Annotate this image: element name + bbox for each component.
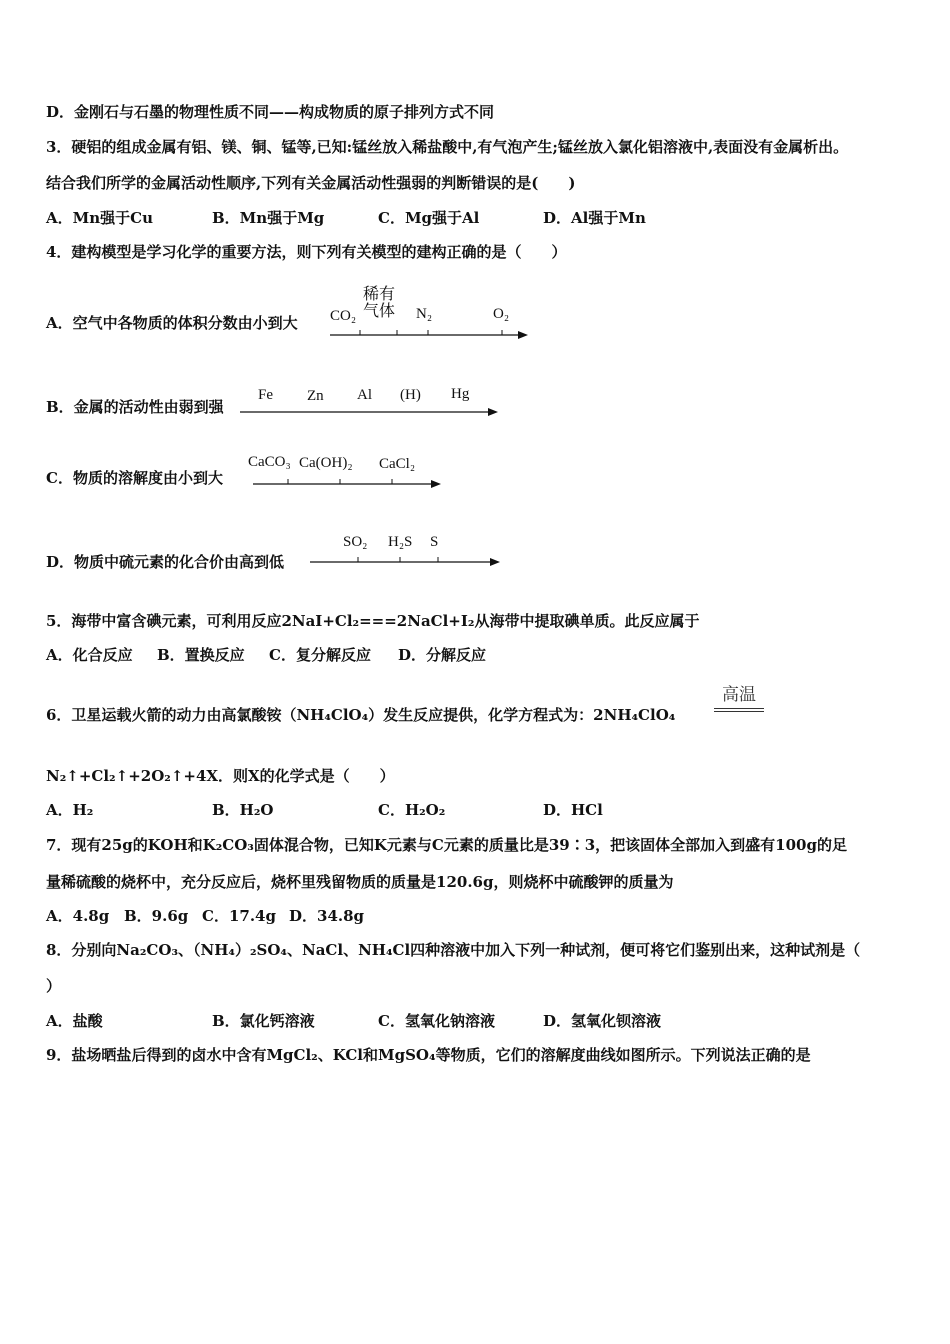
q7-option-a: A．4.8g [46, 907, 110, 925]
q8-option-b: B．氯化钙溶液 [212, 1012, 315, 1030]
q8-option-d: D．氢氧化钡溶液 [543, 1012, 662, 1030]
q3-option-d: D．Al强于Mn [543, 209, 646, 227]
axis-arrow [488, 408, 498, 416]
q4-model-a-label: A．空气中各物质的体积分数由小到大 [46, 314, 298, 332]
axis-arrow [431, 480, 441, 488]
tick-label: 气体 [363, 303, 396, 320]
q3-stem-line1: 3．硬铝的组成金属有铝、镁、铜、锰等,已知:锰丝放入稀盐酸中,有气泡产生;锰丝放入氯化铝溶液中,表面没有金属析出。 [46, 138, 849, 156]
q6-stem-line1: 6．卫星运载火箭的动力由高氯酸铵（NH₄ClO₄）发生反应提供，化学方程式为：2NH₄ClO₄ [46, 706, 676, 724]
tick-label: Ca(OH)₂ [299, 455, 353, 471]
q9-stem: 9．盐场晒盐后得到的卤水中含有MgCl₂、KCl和MgSO₄等物质，它们的溶解度曲线如图所示。下列说法正确的是 [46, 1046, 811, 1064]
q7-option-b: B．9.6g [124, 907, 189, 925]
q4-model-b-axis [240, 382, 510, 422]
q6-option-a: A．H₂ [46, 801, 94, 819]
q8-stem-line1: 8．分别向Na₂CO₃、（NH₄）₂SO₄、NaCl、NH₄Cl四种溶液中加入下列一种试剂，便可将它们鉴别出来，这种试剂是（ [46, 941, 861, 959]
q4-stem: 4．建构模型是学习化学的重要方法，则下列有关模型的建构正确的是（ ） [46, 243, 567, 261]
q2-option-d: D．金刚石与石墨的物理性质不同——构成物质的原子排列方式不同 [46, 103, 495, 121]
q6-stem-line2: N₂↑+Cl₂↑+2O₂↑+4X．则X的化学式是（ ） [46, 767, 395, 785]
q5-option-a: A．化合反应 [46, 646, 133, 664]
q7-option-c: C．17.4g [202, 907, 276, 925]
q4-model-d-label: D．物质中硫元素的化合价由高到低 [46, 553, 285, 571]
tick-label: S [430, 534, 439, 550]
tick-label: O₂ [493, 306, 510, 322]
q6-condition-text: 高温 [722, 685, 756, 705]
tick-label: Hg [451, 386, 470, 402]
tick-label: CaCl₂ [379, 456, 416, 472]
q6-option-b: B．H₂O [212, 801, 274, 819]
tick-label: 稀有 [363, 286, 396, 303]
q7-stem-line2: 量稀硫酸的烧杯中，充分反应后，烧杯里残留物质的质量是120.6g，则烧杯中硫酸钾的质量为 [46, 873, 674, 891]
tick-label: Fe [258, 387, 273, 403]
q6-reaction-condition [714, 680, 764, 712]
q6-option-d: D．HCl [543, 801, 603, 819]
tick-label: (H) [400, 387, 421, 403]
tick-label: CaCO₃ [248, 454, 291, 470]
q4-model-b-label: B．金属的活动性由弱到强 [46, 398, 224, 416]
q5-option-c: C．复分解反应 [269, 646, 371, 664]
q7-option-d: D．34.8g [289, 907, 365, 925]
q4-model-c-axis [248, 450, 448, 495]
q5-option-b: B．置换反应 [157, 646, 245, 664]
tick-label: Al [357, 387, 372, 403]
q7-stem-line1: 7．现有25g的KOH和K₂CO₃固体混合物，已知K元素与C元素的质量比是39∶3，把该固体全部加入到盛有100g的足 [46, 836, 847, 854]
axis-arrow [518, 331, 528, 339]
q3-stem-line2: 结合我们所学的金属活动性顺序,下列有关金属活动性强弱的判断错误的是( ) [46, 174, 576, 192]
q3-option-a: A．Mn强于Cu [46, 209, 153, 227]
axis-arrow [490, 558, 500, 566]
q6-option-c: C．H₂O₂ [378, 801, 446, 819]
q4-model-a-axis [330, 280, 540, 350]
tick-label: CO₂ [330, 308, 357, 324]
q5-option-d: D．分解反应 [398, 646, 487, 664]
q8-option-c: C．氢氧化钠溶液 [378, 1012, 495, 1030]
q8-option-a: A．盐酸 [46, 1012, 103, 1030]
q4-model-d-axis [310, 530, 510, 575]
q5-stem: 5．海带中富含碘元素，可利用反应2NaI+Cl₂===2NaCl+I₂从海带中提取碘单质。此反应属于 [46, 612, 700, 630]
tick-label: N₂ [416, 306, 433, 322]
tick-label: H₂S [388, 534, 413, 550]
tick-label: SO₂ [343, 534, 368, 550]
q3-option-c: C．Mg强于Al [378, 209, 480, 227]
q8-stem-line2: ） [46, 977, 62, 995]
q4-model-c-label: C．物质的溶解度由小到大 [46, 469, 223, 487]
tick-label: Zn [307, 388, 324, 404]
q3-option-b: B．Mn强于Mg [212, 209, 325, 227]
